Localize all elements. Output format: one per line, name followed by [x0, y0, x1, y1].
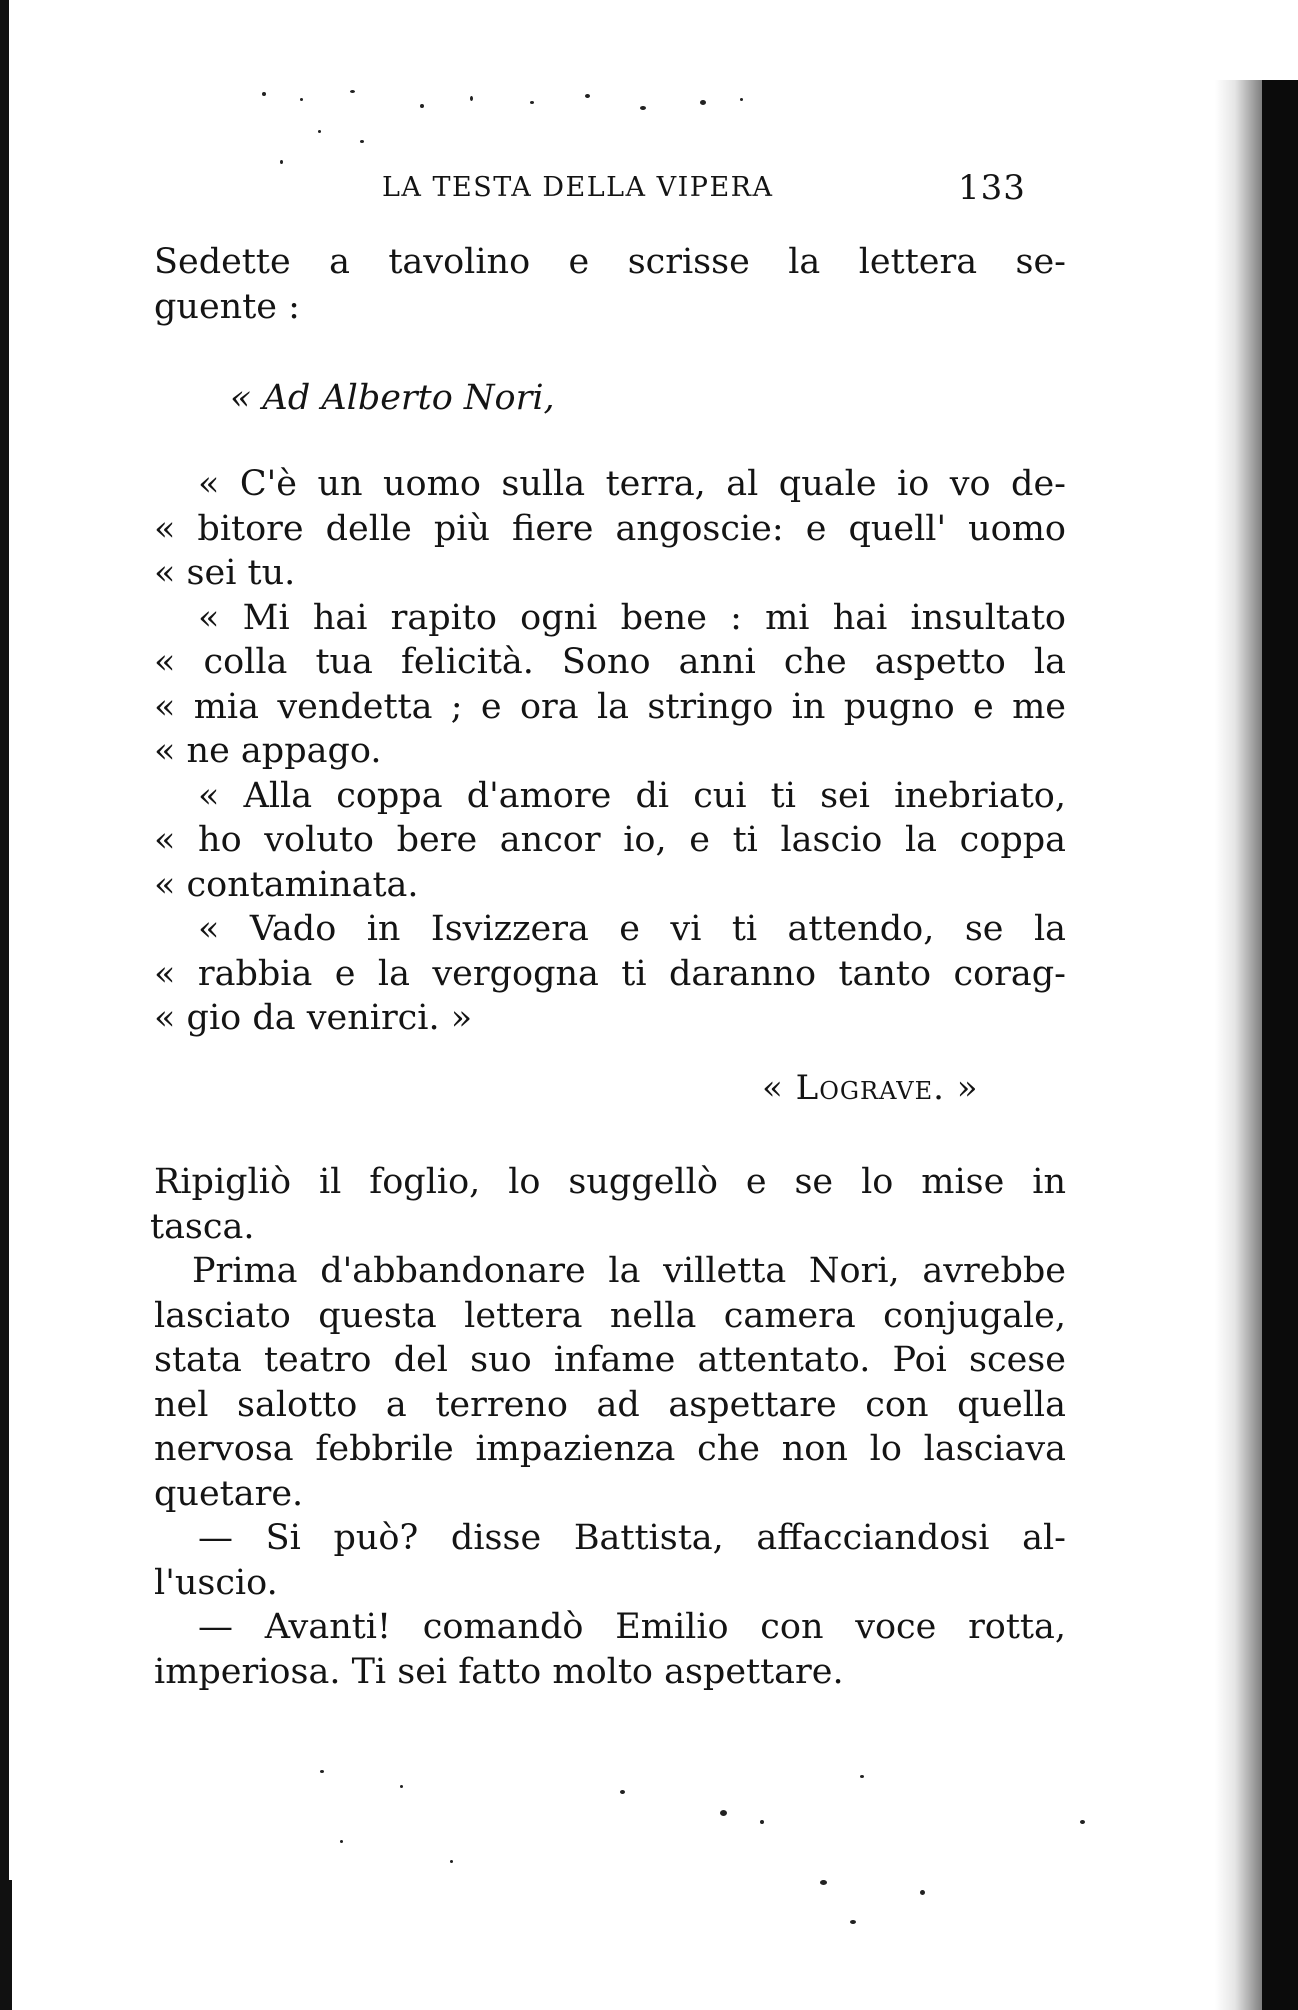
dialogue-line: — Si può? disse Battista, affacciandosi al- — [198, 1518, 1066, 1558]
letter-line: « colla tua felicità. Sono anni che aspetto la — [154, 642, 1066, 682]
letter-signature — [762, 1068, 979, 1108]
letter-line: « mia vendetta ; e ora la stringo in pugno e me — [154, 686, 1066, 727]
page-left-edge — [0, 0, 9, 2010]
letter-salutation: « Ad Alberto Nori, — [230, 378, 555, 418]
letter-body — [154, 462, 1066, 1041]
page-left-edge-foot — [0, 1880, 40, 2010]
letter-line: « Mi hai rapito ogni bene : mi hai insultato — [198, 597, 1066, 638]
letter-line: « sei tu. — [154, 553, 296, 593]
letter-line: « contaminata. — [154, 864, 419, 905]
letter-salutation-block — [154, 376, 1066, 421]
dialogue-line: l'uscio. — [154, 1562, 278, 1603]
dialogue-line: imperiosa. Ti sei fatto molto aspettare. — [154, 1651, 844, 1692]
letter-line: « ne appago. — [154, 731, 382, 771]
text-line: quetare. — [154, 1473, 304, 1514]
intro-paragraph — [154, 240, 1066, 329]
page-right-shadow — [1215, 80, 1265, 2010]
letter-line: « Alla coppa d'amore di cui ti sei inebriato, — [198, 775, 1066, 816]
text-line: nel salotto a terreno ad aspettare con quella — [154, 1384, 1066, 1425]
text-line: Ripigliò il foglio, lo suggellò e se lo mise in — [154, 1162, 1066, 1202]
text-line: tasca. — [150, 1206, 255, 1247]
text-line: nervosa febbrile impazienza che non lo lasciava — [154, 1429, 1066, 1469]
running-title: LA TESTA DELLA VIPERA — [382, 172, 774, 203]
letter-line: « ho voluto bere ancor io, e ti lascio la coppa — [154, 820, 1066, 860]
text-line: Prima d'abbandonare la villetta Nori, avrebbe — [192, 1251, 1066, 1291]
letter-line: « Vado in Isvizzera e vi ti attendo, se la — [198, 909, 1066, 949]
signature-text: « Lograve. » — [762, 1068, 979, 1108]
running-header — [330, 168, 1030, 212]
letter-line: « C'è un uomo sulla terra, al quale io vo de- — [198, 464, 1066, 504]
letter-line: « bitore delle più fiere angoscie: e quell' uomo — [154, 508, 1066, 549]
narrative-text — [150, 1160, 1066, 1694]
text-line: Sedette a tavolino e scrisse la lettera se- — [154, 242, 1066, 282]
page-number: 133 — [958, 168, 1026, 208]
text-line: guente : — [154, 286, 300, 327]
letter-line: « gio da venirci. » — [154, 998, 473, 1038]
page-right-edge — [1262, 80, 1298, 2010]
letter-line: « rabbia e la vergogna ti daranno tanto corag- — [154, 953, 1066, 994]
dialogue-line: — Avanti! comandò Emilio con voce rotta, — [198, 1607, 1066, 1647]
text-line: lasciato questa lettera nella camera conjugale, — [154, 1295, 1066, 1336]
text-line: stata teatro del suo infame attentato. Poi scese — [154, 1340, 1066, 1380]
